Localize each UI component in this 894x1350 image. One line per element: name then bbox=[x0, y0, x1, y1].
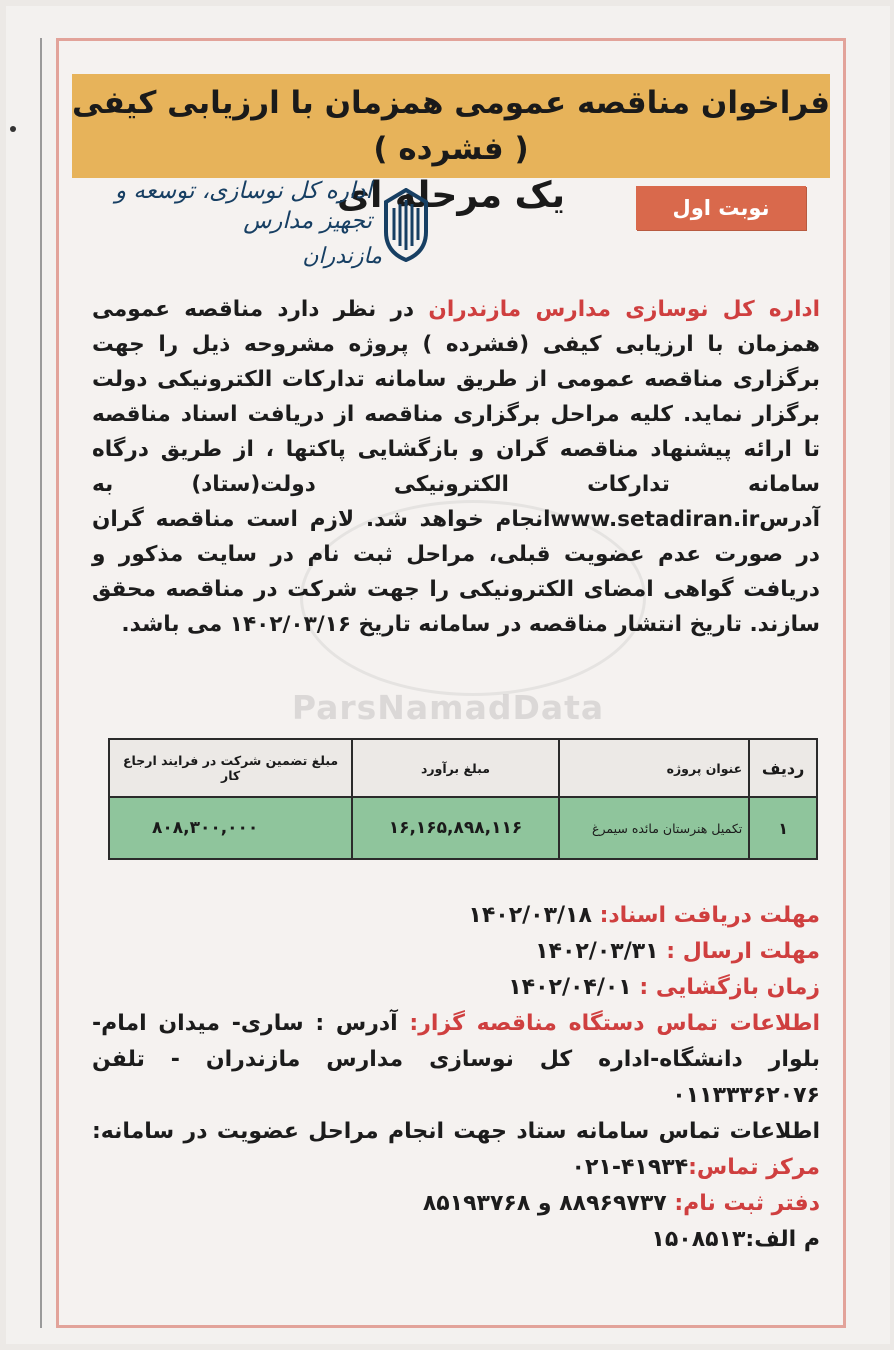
contact-info bbox=[92, 1006, 820, 1114]
contact-label: اطلاعات تماس دستگاه مناقصه گزار: bbox=[409, 1011, 820, 1036]
row-estimate: ۱۶,۱۶۵,۸۹۸,۱۱۶ bbox=[352, 797, 559, 859]
website-address: www.setadiran.ir bbox=[550, 507, 760, 532]
header-estimate: مبلغ برآورد bbox=[352, 739, 559, 797]
registration-office bbox=[92, 1186, 820, 1222]
call-center-value: ۴۱۹۳۴-۰۲۱ bbox=[571, 1155, 689, 1180]
watermark-text: ParsNamadData bbox=[291, 688, 605, 727]
setad-contact bbox=[92, 1114, 820, 1186]
body-text-part-1: در نظر دارد مناقصه عمومی همزمان با ارزیابی کیفی (فشرده ) پروژه مشروحه ذیل را جهت برگزاری مناقصه عمومی از طریق سامانه تدارکات الکترونیکی دولت برگزار نماید. کلیه مراحل برگزاری مناقصه از دریافت اسناد مناقصه تا ارائه پیشنهاد مناقصه گران و بازگشایی پاکتها ، از طریق درگاه سامانه تدارکات الکترونیکی دولت(ستاد) به آدرس bbox=[92, 297, 820, 532]
call-center-label: مرکز تماس: bbox=[688, 1155, 820, 1180]
row-index: ۱ bbox=[749, 797, 817, 859]
title-line-2: یک مرحله ای bbox=[337, 175, 565, 216]
row-guarantee: ۸۰۸,۳۰۰,۰۰۰ bbox=[109, 797, 352, 859]
reg-office-label: دفتر ثبت نام: bbox=[674, 1191, 820, 1216]
organization-name: اداره کل نوسازی مدارس مازندران bbox=[428, 297, 820, 322]
doc-deadline bbox=[92, 898, 820, 934]
doc-deadline-label: مهلت دریافت اسناد: bbox=[599, 903, 820, 928]
table-row bbox=[109, 797, 817, 859]
opening-time bbox=[92, 970, 820, 1006]
round-badge: نوبت اول bbox=[636, 186, 806, 230]
column-rule bbox=[40, 38, 42, 1328]
announcement-body bbox=[92, 292, 820, 642]
send-deadline-value: ۱۴۰۲/۰۳/۳۱ bbox=[535, 939, 667, 964]
contact-value: آدرس : ساری- میدان امام-بلوار دانشگاه-اداره کل نوسازی مدارس مازندران - تلفن ۰۱۱۳۳۳۶۲۰۷۶ bbox=[92, 1011, 820, 1108]
table-header-row bbox=[109, 739, 817, 797]
doc-deadline-value: ۱۴۰۲/۰۳/۱۸ bbox=[468, 903, 600, 928]
logo-text-line-2: مازندران bbox=[302, 244, 382, 269]
send-deadline-label: مهلت ارسال : bbox=[666, 939, 820, 964]
header-guarantee: مبلغ تضمین شرکت در فرایند ارجاع کار bbox=[109, 739, 352, 797]
opening-value: ۱۴۰۲/۰۴/۰۱ bbox=[508, 975, 640, 1000]
logo-text-line-1: اداره کل نوسازی، توسعه و تجهیز مدارس bbox=[115, 178, 372, 234]
title-line-1: فراخوان مناقصه عمومی همزمان با ارزیابی کیفی ( فشرده ) bbox=[71, 85, 830, 167]
reference-code: م الف:۱۵۰۸۵۱۳ bbox=[651, 1227, 820, 1252]
ink-dot bbox=[10, 126, 16, 132]
organization-logo-text bbox=[112, 176, 382, 269]
row-title: تکمیل هنرستان مائده سیمرغ bbox=[559, 797, 749, 859]
setad-text: اطلاعات تماس سامانه ستاد جهت انجام مراحل عضویت در سامانه: bbox=[92, 1119, 820, 1144]
project-table bbox=[108, 738, 818, 860]
reg-office-value: ۸۸۹۶۹۷۳۷ و ۸۵۱۹۳۷۶۸ bbox=[422, 1191, 675, 1216]
organization-logo-icon bbox=[382, 188, 430, 262]
header-index: ردیف bbox=[749, 739, 817, 797]
send-deadline bbox=[92, 934, 820, 970]
body-text-part-2: انجام خواهد شد. لازم است مناقصه گران در صورت عدم عضویت قبلی، مراحل ثبت نام در سایت مذکور و دریافت گواهی امضای الکترونیکی را جهت شرکت در مناقصه محقق سازند. تاریخ انتشار مناقصه در سامانه تاریخ ۱۴۰۲/۰۳/۱۶ می باشد. bbox=[92, 507, 820, 637]
header-title: عنوان پروژه bbox=[559, 739, 749, 797]
tender-details bbox=[92, 898, 820, 1258]
opening-label: زمان بازگشایی : bbox=[639, 975, 820, 1000]
